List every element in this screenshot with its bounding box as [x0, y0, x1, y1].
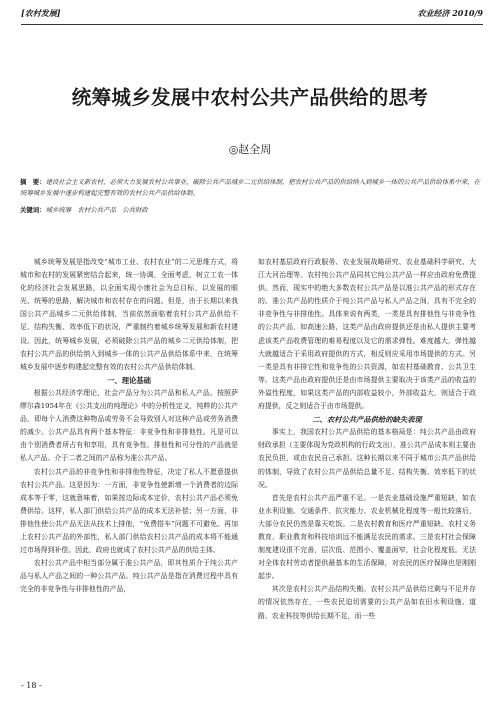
header-rule — [21, 24, 483, 25]
journal-issue: 农业经济 2010/9 — [417, 8, 483, 18]
body-column-left — [20, 256, 238, 596]
body-column-right — [258, 256, 476, 623]
keywords — [20, 205, 485, 216]
paragraph: 首先是农村公共产品严重不足。一是农业基础设施严重短缺，如农业水利设施、交通条件、抗灾能力、农业机械化程度等一般比较落后，大部分农民仍然是靠天吃饭。二是农村教育和医疗严重短缺。农村义务教育、职业教育和科技培训远不能满足农民的需求。三是农村社会保障制度建设很不完善，层次低、范围小、覆盖面窄，社会化程度低。无法对全体农村劳动者提供最基本的生活保障，对农民的医疗保障也是刚刚起步。 — [258, 493, 476, 581]
running-header — [21, 8, 483, 22]
paragraph: 城乡统筹发展是指改变“城市工业、农村农业”的二元思维方式，将城市和农村的发展紧密结合起来，统一协调，全面考虑，树立工农一体化的经济社会发展思路，以全面实现小康社会为总目标，以发展的眼光、统筹的思路，解决城市和农村存在的问题。但是，由于长期以来我国公共产品城乡二元供给体制，当前依然面临着农村公共产品供给不足、结构失衡、效率低下的状况，严重制约着城乡统筹发展和新农村建设。因此，统筹城乡发展，必须破除公共产品的城乡二元供给体制，把农村公共产品的供给纳入到城乡一体的公共产品供给体系中来，在统筹城乡发展中逐步构建起完整有效的农村公共产品供给体制。 — [20, 258, 238, 371]
abstract-text: 建设社会主义新农村，必须大力发展农村公共事业，破除公共产品城乡二元供给体制，把农村公共产品的供给纳入到城乡一体的公共产品供给体系中来，在统筹城乡发展中逐步构建起完整有效的农村公共产品供给体制。 — [20, 178, 481, 197]
page-number: - 18 - — [21, 681, 42, 690]
keywords-text: 城乡统筹 农村公共产品 公共财政 — [45, 206, 148, 214]
column-label: [农村发展] — [21, 8, 61, 18]
article-title: 统筹城乡发展中农村公共产品供给的思考 — [71, 86, 429, 109]
section-heading: 二、农村公共产品供给的缺失表现 — [312, 415, 422, 425]
section-heading: 一、理论基础 — [107, 375, 151, 385]
keywords-label: 关键词： — [20, 206, 46, 214]
author: ◎赵全周 — [228, 143, 272, 156]
paragraph: 其次是农村公共产品结构失衡。农村公共产品供给过剩与不足并存的情况依然存在，一些农民迫切需要的公共产品如农田水利设施、道路、农业科技等供给长期不足，而一些 — [258, 585, 476, 620]
paragraph: 农村公共产品中相当部分属于准公共产品，即其性质介于纯公共产品与私人产品之间的一种公共产品。纯公共产品是指在消费过程中具有完全的非竞争性与非排他性的产品， — [20, 559, 238, 594]
abstract-label: 摘 要： — [20, 178, 46, 186]
paragraph: 事实上，我国农村公共产品供给的基本格局是：纯公共产品由政府财政承担（主要体现为党政机构的行政支出），准公共产品成本则主要由农民负担，或由农民自己承担。这种长期以来不同于城市公共产品供给的体制，导致了农村公共产品供给总量不足、结构失衡、效率低下的状况。 — [258, 428, 476, 489]
paragraph: 如农村基层政府行政服务、农业发展战略研究、农业基础科学研究、大江大河治理等。农村纯公共产品同其它纯公共产品一样应由政府免费提供。然而，现实中的绝大多数农村公共产品是以准公共产品的形式存在的。准公共产品的性质介于纯公共产品与私人产品之间，具有不完全的非竞争性与非排他性。具体来说有两类，一类是具有排他性与非竞争性的公共产品，如高速公路，这类产品由政府提供还是由私人提供主要考虑该类产品收费管理的难易程度以及它的需求弹性。难度越大，弹性越大就越适合于采用政府提供的方式，相反则应采用市场提供的方式。另一类是具有非排它性和竞争性的公共资源，如农村基础教育、公共卫生等。这类产品由政府提供还是由市场提供主要取决于该类产品的收益的外溢性程度，如果这类产品的内部收益较小，外部收益大，则适合于政府提供，反之则适合于由市场提供。 — [258, 258, 476, 411]
paragraph: 农村公共产品的非竞争性和非排他性特征，决定了私人不愿意提供农村公共产品。这是因为：一方面，非竞争性使新增一个消费者的边际成本等于零，这就意味着，如果按边际成本定价，农村公共产品必须免费供给。这样，私人部门供给公共产品的成本无法补偿；另一方面，非排他性使公共产品无法从技术上排他，“免费搭车”问题不可避免。再加上农村公共产品的外部性，私人部门供给农村公共产品的成本将不能通过市场得到补偿。因此，政府也就成了农村公共产品的供给主体。 — [20, 467, 238, 555]
abstract — [20, 177, 485, 199]
paragraph: 根据公共经济学理论，社会产品分为公共产品和私人产品。按照萨缪尔森1954年在《公共支出的纯理论》中的分析性定义，纯粹的公共产品，即每个人消费这种物品或劳务不会导致别人对这种产品或劳务消费的减少。公共产品具有两个基本特征：非竞争性和非排他性。凡是可以由个别消费者所占有和享用，具有竞争性、排他性和可分性的产品就是私人产品。介于二者之间的产品称为准公共产品。 — [20, 388, 238, 463]
